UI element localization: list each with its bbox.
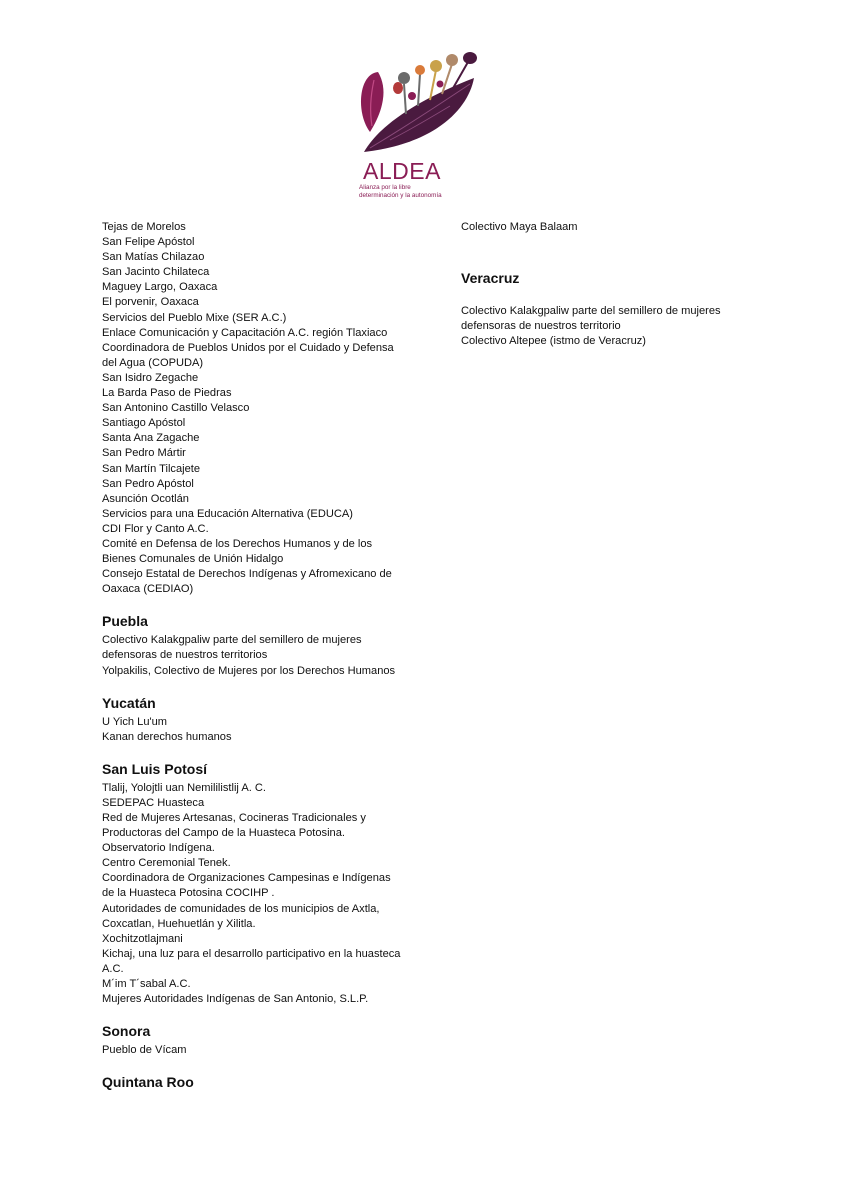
list-item: Santa Ana Zagache — [102, 432, 200, 445]
section-heading-puebla: Puebla — [102, 613, 148, 630]
list-item: El porvenir, Oaxaca — [102, 296, 199, 309]
list-item: Bienes Comunales de Unión Hidalgo — [102, 553, 284, 566]
list-item: Xochitzotlajmani — [102, 932, 183, 945]
logo-subtitle-line-1: Alianza por la libre — [359, 184, 411, 191]
list-item: Kichaj, una luz para el desarrollo participativo en la huasteca — [102, 947, 401, 960]
list-item: Colectivo Kalakgpaliw parte del semillero de mujeres — [461, 305, 721, 318]
list-item: San Pedro Mártir — [102, 447, 186, 460]
list-item: Maguey Largo, Oaxaca — [102, 281, 218, 294]
list-item: Colectivo Maya Balaam — [461, 221, 578, 233]
list-item: Red de Mujeres Artesanas, Cocineras Tradicionales y — [102, 812, 366, 824]
list-item: U Yich Lu'um — [102, 715, 168, 728]
list-item: San Jacinto Chilateca — [102, 266, 210, 279]
list-item: del Agua (COPUDA) — [102, 356, 204, 369]
list-item: Tejas de Morelos — [102, 221, 186, 233]
seed-orange-icon — [415, 65, 425, 75]
section-heading-quintana-roo: Quintana Roo — [102, 1074, 194, 1091]
list-item: Colectivo Kalakgpaliw parte del semillero de mujeres — [102, 634, 362, 647]
list-item: Observatorio Indígena. — [102, 842, 215, 855]
seed-magenta-icon — [408, 92, 416, 100]
quintana-roo-list — [461, 220, 751, 235]
list-item: San Matías Chilazao — [102, 251, 205, 264]
list-item: Enlace Comunicación y Capacitación A.C. región Tlaxiaco — [102, 326, 388, 339]
section-heading-san-luis-potosi: San Luis Potosí — [102, 760, 208, 777]
list-item: Pueblo de Vícam — [102, 1044, 187, 1057]
list-item: Coordinadora de Organizaciones Campesinas e Indígenas — [102, 872, 391, 885]
section-heading-veracruz: Veracruz — [461, 270, 520, 287]
list-item: Yolpakilis, Colectivo de Mujeres por los Derechos Humanos — [102, 664, 396, 677]
list-item: CDI Flor y Canto A.C. — [102, 522, 209, 535]
list-item: Asunción Ocotlán — [102, 492, 189, 505]
list-item: A.C. — [102, 962, 124, 975]
oaxaca-list — [102, 220, 422, 597]
list-item: San Isidro Zegache — [102, 371, 199, 384]
list-item: Mujeres Autoridades Indígenas de San Antonio, S.L.P. — [102, 993, 369, 1006]
yucatan-list — [102, 715, 422, 745]
list-item: La Barda Paso de Piedras — [102, 387, 232, 400]
seed-small-magenta-icon — [437, 81, 444, 88]
seed-red-icon — [393, 82, 403, 94]
logo-title: ALDEA — [363, 158, 441, 184]
small-leaf-shape — [361, 72, 384, 132]
seed-tan-icon — [446, 54, 458, 66]
puebla-list — [102, 633, 422, 678]
list-item: Comité en Defensa de los Derechos Humanos y de los — [102, 537, 373, 550]
list-item: San Pedro Apóstol — [102, 477, 194, 490]
list-item: Autoridades de comunidades de los municipios de Axtla, — [102, 902, 380, 915]
logo-subtitle — [359, 184, 442, 199]
right-column — [461, 220, 751, 349]
list-item: Consejo Estatal de Derechos Indígenas y Afromexicano de — [102, 568, 392, 581]
slp-list — [102, 781, 422, 1007]
seed-stem-2 — [418, 74, 420, 106]
list-item: Santiago Apóstol — [102, 417, 186, 430]
list-item: Coordinadora de Pueblos Unidos por el Cuidado y Defensa — [102, 341, 394, 354]
list-item: Servicios del Pueblo Mixe (SER A.C.) — [102, 311, 287, 324]
list-item: Servicios para una Educación Alternativa (EDUCA) — [102, 507, 353, 520]
logo-subtitle-line-2: determinación y la autonomía — [359, 191, 442, 199]
seed-grey-icon — [398, 72, 410, 84]
list-item: de la Huasteca Potosina COCIHP . — [102, 887, 275, 900]
list-item: SEDEPAC Huasteca — [102, 796, 205, 809]
list-item: Kanan derechos humanos — [102, 730, 232, 743]
list-item: Coxcatlan, Huehuetlán y Xilitla. — [102, 917, 256, 930]
left-column — [102, 220, 422, 1094]
list-item: M´im T´sabal A.C. — [102, 978, 191, 991]
list-item: Centro Ceremonial Tenek. — [102, 857, 231, 870]
list-item: San Felipe Apóstol — [102, 236, 195, 249]
section-heading-sonora: Sonora — [102, 1023, 151, 1040]
seed-plum-icon — [463, 52, 477, 64]
list-item: San Martín Tilcajete — [102, 462, 201, 475]
list-item: Tlalij, Yolojtli uan Nemililistlij A. C. — [102, 781, 267, 794]
seed-stem-1 — [404, 84, 406, 114]
list-item: Colectivo Altepee (istmo de Veracruz) — [461, 335, 646, 348]
list-item: San Antonino Castillo Velasco — [102, 402, 250, 415]
section-heading-yucatan: Yucatán — [102, 694, 156, 711]
list-item: defensoras de nuestros territorio — [461, 320, 621, 333]
veracruz-list — [461, 304, 751, 349]
sonora-list — [102, 1043, 422, 1058]
aldea-logo — [350, 44, 490, 204]
list-item: Oaxaca (CEDIAO) — [102, 583, 194, 596]
seed-gold-icon — [430, 60, 442, 72]
list-item: defensoras de nuestros territorios — [102, 649, 268, 662]
list-item: Productoras del Campo de la Huasteca Potosina. — [102, 827, 345, 840]
aldea-emblem-icon — [350, 44, 490, 160]
